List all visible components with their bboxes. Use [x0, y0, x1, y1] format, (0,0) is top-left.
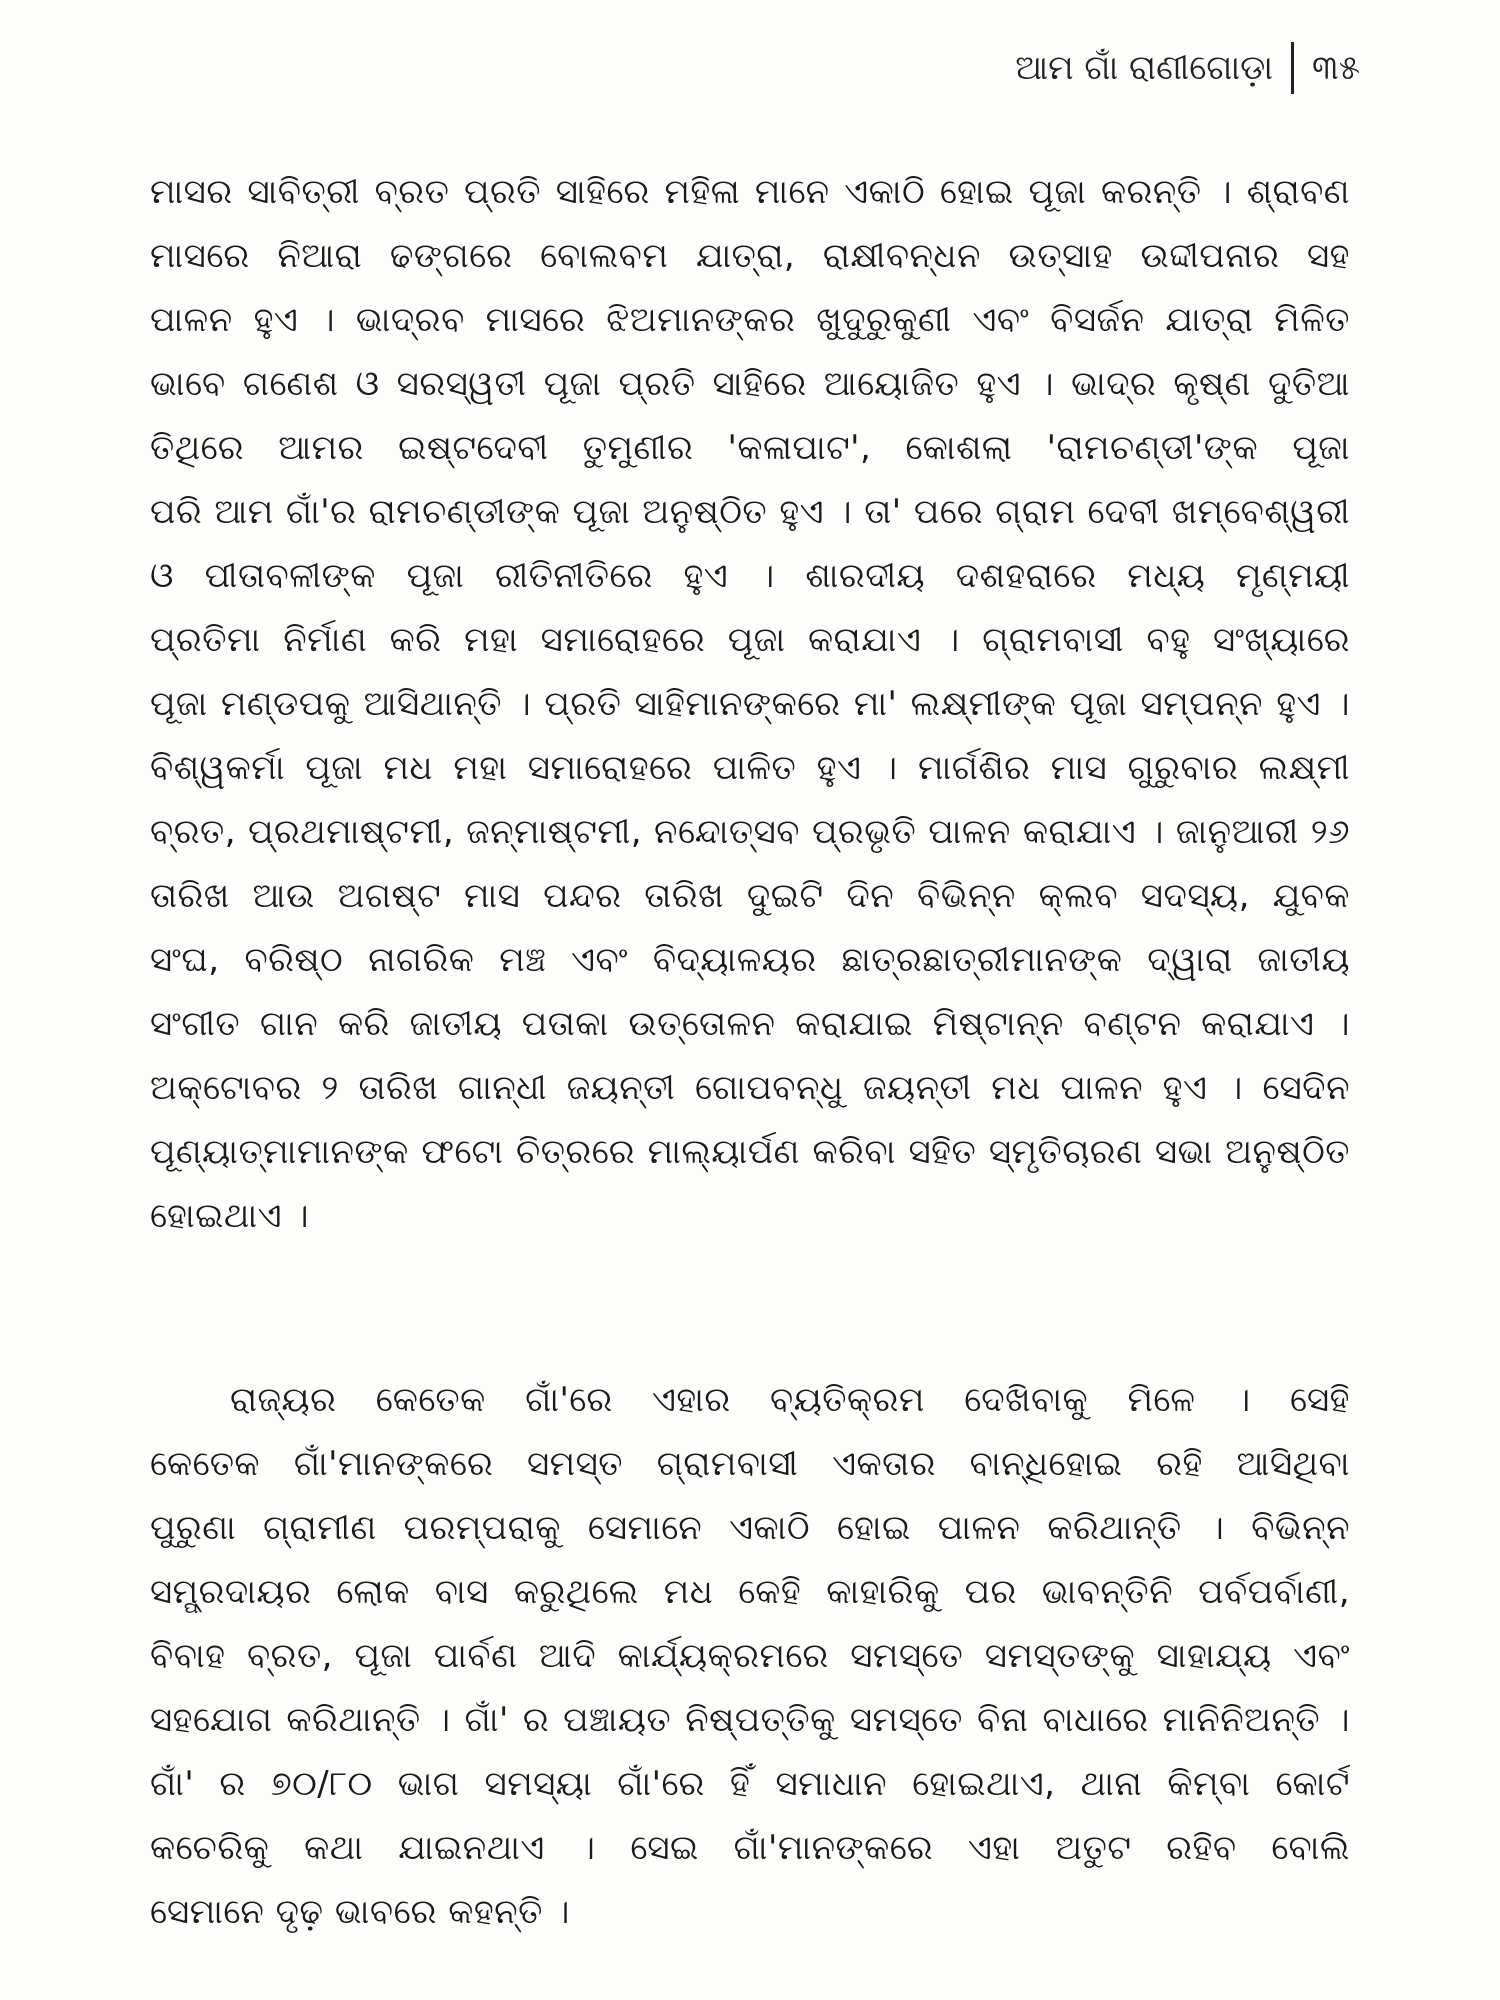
text-line: ଭାବେ ଗଣେଶ ଓ ସରସ୍ୱତୀ ପୂଜା ପ୍ରତି ସାହିରେ ଆୟୋଜିତ ହୁଏ । ଭାଦ୍ର କୃଷ୍ଣ ଦୁତିଆ: [150, 364, 1350, 404]
text-line: ମାସରେ ନିଆରା ଢଙ୍ଗରେ ବୋଲବମ ଯାତ୍ରା, ରାକ୍ଷୀବନ୍ଧନ ଉତ୍ସାହ ଉଦ୍ଦୀପନାର ସହ: [150, 236, 1350, 276]
text-line: ବ୍ରତ, ପ୍ରଥମାଷ୍ଟମୀ, ଜନ୍ମାଷ୍ଟମୀ, ନନ୍ଦୋତ୍ସବ ପ୍ରଭୃତି ପାଳନ କରାଯାଏ । ଜାନୁଆରୀ ୨୬: [150, 812, 1350, 852]
text-line: ସଂଗୀତ ଗାନ କରି ଜାତୀୟ ପତାକା ଉତ୍ତୋଳନ କରାଯାଇ ମିଷ୍ଟାନ୍ନ ବଣ୍ଟନ କରାଯାଏ ।: [150, 1004, 1350, 1044]
text-line: ତାରିଖ ଆଉ ଅଗଷ୍ଟ ମାସ ପନ୍ଦର ତାରିଖ ଦୁଇଟି ଦିନ ବିଭିନ୍ନ କ୍ଲବ ସଦସ୍ୟ, ଯୁବକ: [150, 876, 1350, 916]
text-line: ସଂଘ, ବରିଷ୍ଠ ନାଗରିକ ମଞ୍ଚ ଏବଂ ବିଦ୍ୟାଳୟର ଛାତ୍ରଛାତ୍ରୀମାନଙ୍କ ଦ୍ୱାରା ଜାତୀୟ: [150, 940, 1350, 980]
text-line: ବିବାହ ବ୍ରତ, ପୂଜା ପାର୍ବଣ ଆଦି କାର୍ଯ୍ୟକ୍ରମରେ ସମସ୍ତେ ସମସ୍ତଙ୍କୁ ସାହାଯ୍ୟ ଏବଂ: [150, 1636, 1350, 1676]
text-line: ସହଯୋଗ କରିଥାନ୍ତି । ଗାଁ' ର ପଞ୍ଚାୟତ ନିଷ୍ପତ୍ତିକୁ ସମସ୍ତେ ବିନା ବାଧାରେ ମାନିନିଅନ୍ତି ।: [150, 1700, 1350, 1740]
text-line: ପରି ଆମ ଗାଁ'ର ରାମଚଣ୍ଡୀଙ୍କ ପୂଜା ଅନୁଷ୍ଠିତ ହୁଏ । ତା' ପରେ ଗ୍ରାମ ଦେବୀ ଖମ୍ବେଶ୍ୱରୀ: [150, 492, 1350, 532]
text-line: ସମ୍ପ୍ରଦାୟର ଲୋକ ବାସ କରୁଥିଲେ ମଧ କେହି କାହାରିକୁ ପର ଭାବନ୍ତିନି ପର୍ବପର୍ବାଣୀ,: [150, 1572, 1350, 1612]
text-line: ମାସର ସାବିତ୍ରୀ ବ୍ରତ ପ୍ରତି ସାହିରେ ମହିଳା ମାନେ ଏକାଠି ହୋଇ ପୂଜା କରନ୍ତି । ଶ୍ରାବଣ: [150, 172, 1350, 212]
paragraph-1: [150, 160, 1350, 1248]
text-line: ଓ ପୀତାବଳୀଙ୍କ ପୂଜା ରୀତିନୀତିରେ ହୁଏ । ଶାରଦୀୟ ଦଶହରାରେ ମଧ୍ୟ ମୃଣ୍ମୟୀ: [150, 556, 1350, 596]
text-line: ସେମାନେ ଦୃଢ଼ ଭାବରେ କହନ୍ତି ।: [150, 1892, 570, 1932]
text-line: ଗାଁ' ର ୭୦/୮୦ ଭାଗ ସମସ୍ୟା ଗାଁ'ରେ ହିଁ ସମାଧାନ ହୋଇଥାଏ, ଥାନା କିମ୍ବା କୋର୍ଟ: [150, 1764, 1350, 1804]
text-line: କଚେରିକୁ କଥା ଯାଇନଥାଏ । ସେଇ ଗାଁ'ମାନଙ୍କରେ ଏହା ଅତୁଟ ରହିବ ବୋଲି: [150, 1828, 1350, 1868]
text-line: ପୂଣ୍ୟାତ୍ମାମାନଙ୍କ ଫଟୋ ଚିତ୍ରରେ ମାଲ୍ୟାର୍ପଣ କରିବା ସହିତ ସ୍ମୃତିଚାରଣ ସଭା ଅନୁଷ୍ଠିତ: [150, 1132, 1350, 1172]
header-title: ଆମ ଗାଁ ରାଣୀଗୋଡ଼ା: [1015, 48, 1274, 88]
text-line: ବିଶ୍ୱକର୍ମା ପୂଜା ମଧ ମହା ସମାରୋହରେ ପାଳିତ ହୁଏ । ମାର୍ଗଶିର ମାସ ଗୁରୁବାର ଲକ୍ଷ୍ମୀ: [150, 748, 1350, 788]
text-line: ଅକ୍ଟୋବର ୨ ତାରିଖ ଗାନ୍ଧୀ ଜୟନ୍ତୀ ଗୋପବନ୍ଧୁ ଜୟନ୍ତୀ ମଧ ପାଳନ ହୁଏ । ସେଦିନ: [150, 1068, 1350, 1108]
text-line: ରାଜ୍ୟର କେତେକ ଗାଁ'ରେ ଏହାର ବ୍ୟତିକ୍ରମ ଦେଖିବାକୁ ମିଳେ । ସେହି: [230, 1380, 1350, 1420]
page-number: ୩୫: [1312, 48, 1360, 88]
text-line: ହୋଇଥାଏ ।: [150, 1196, 310, 1236]
text-line: ପ୍ରତିମା ନିର୍ମାଣ କରି ମହା ସମାରୋହରେ ପୂଜା କରାଯାଏ । ଗ୍ରାମବାସୀ ବହୁ ସଂଖ୍ୟାରେ: [150, 620, 1350, 660]
text-line: ପୂଜା ମଣ୍ଡପକୁ ଆସିଥାନ୍ତି । ପ୍ରତି ସାହିମାନଙ୍କରେ ମା' ଲକ୍ଷ୍ମୀଙ୍କ ପୂଜା ସମ୍ପନ୍ନ ହୁଏ ।: [150, 684, 1350, 724]
text-line: କେତେକ ଗାଁ'ମାନଙ୍କରେ ସମସ୍ତ ଗ୍ରାମବାସୀ ଏକତାର ବାନ୍ଧିହୋଇ ରହି ଆସିଥିବା: [150, 1444, 1350, 1484]
header-divider: [1291, 42, 1294, 94]
text-line: ତିଥିରେ ଆମର ଇଷ୍ଟଦେବୀ ତୁମୁଣୀର 'କଳାପାଟ', କୋଶଲା 'ରାମଚଣ୍ଡୀ'ଙ୍କ ପୂଜା: [150, 428, 1350, 468]
text-line: ପୁରୁଣା ଗ୍ରାମୀଣ ପରମ୍ପରାକୁ ସେମାନେ ଏକାଠି ହୋଇ ପାଳନ କରିଥାନ୍ତି । ବିଭିନ୍ନ: [150, 1508, 1350, 1548]
text-line: ପାଳନ ହୁଏ । ଭାଦ୍ରବ ମାସରେ ଝିଅମାନଙ୍କର ଖୁଦୁରୁକୁଣୀ ଏବଂ ବିସର୍ଜନ ଯାତ୍ରା ମିଳିତ: [150, 300, 1350, 340]
running-header: [1015, 42, 1360, 94]
paragraph-2: [150, 1368, 1350, 1944]
